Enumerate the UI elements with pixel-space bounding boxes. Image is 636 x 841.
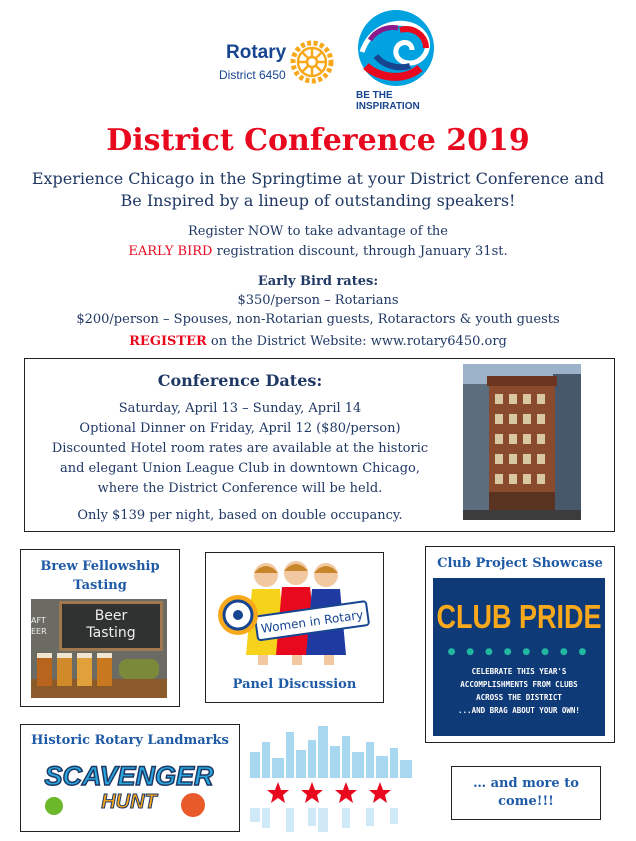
intro-text	[0, 168, 636, 212]
be-the-inspiration-logo	[356, 8, 436, 112]
club-body-line1: CELEBRATE THIS YEAR'S	[471, 667, 567, 676]
page-title: District Conference 2019	[106, 123, 530, 158]
brew-title-line1: Brew Fellowship	[40, 559, 160, 574]
website-text: on the District Website: www.rotary6450.org	[206, 334, 507, 349]
kid-figure-icon-2	[45, 797, 63, 815]
historic-landmarks-tile	[20, 724, 240, 832]
more-line1: … and more to	[473, 776, 579, 791]
inspiration-swirl-icon	[356, 8, 436, 88]
brew-fellowship-tile	[20, 549, 180, 707]
register-text	[0, 222, 636, 262]
club-body-line3: ACROSS THE DISTRICT	[476, 693, 562, 702]
scavenger-word: SCAVENGER	[44, 761, 214, 791]
dots-divider: ● ● ● ● ● ● ● ●	[447, 647, 591, 657]
dates-title: Conference Dates:	[157, 371, 323, 390]
chicago-skyline-flag-icon	[248, 722, 414, 832]
register-website[interactable]	[0, 334, 636, 349]
district-label: District 6450	[219, 68, 286, 82]
beer-sign-line2: Tasting	[86, 625, 136, 641]
kid-figure-icon	[181, 793, 205, 817]
hotel-line1: Discounted Hotel room rates are available at the historic	[51, 441, 429, 456]
rotary-wordmark: Rotary	[226, 42, 287, 63]
union-league-club-photo	[463, 364, 581, 520]
tagline-line1: BE THE	[356, 90, 393, 101]
intro-line2: Be Inspired by a lineup of outstanding speakers!	[120, 191, 516, 210]
tagline-line2: INSPIRATION	[356, 101, 420, 112]
club-body-line4: ...AND BRAG ABOUT YOUR OWN!	[458, 706, 580, 715]
hotel-line2: and elegant Union League Club in downtown Chicago,	[59, 461, 421, 476]
rate-rotarians: $350/person – Rotarians	[237, 293, 399, 308]
beer-sign-line1: Beer	[94, 608, 128, 624]
club-project-showcase-tile	[425, 546, 615, 743]
dates-dinner: Optional Dinner on Friday, April 12 ($80/person)	[79, 421, 401, 436]
club-body-line2: ACCOMPLISHMENTS FROM CLUBS	[460, 680, 578, 689]
rotary-wheel-icon	[290, 40, 334, 84]
women-in-rotary-pin-icon	[214, 559, 374, 669]
hotel-price: Only $139 per night, based on double occupancy.	[77, 508, 403, 523]
women-in-rotary-banner: Women in Rotary	[260, 607, 365, 636]
register-label: REGISTER	[129, 334, 207, 349]
more-line2: come!!!	[498, 794, 554, 809]
craft-beer-sign: AFT EER	[31, 616, 47, 636]
brew-title-line2: Tasting	[73, 578, 127, 593]
early-bird-rates	[0, 272, 636, 329]
club-pride-poster	[433, 578, 605, 736]
rate-others: $200/person – Spouses, non-Rotarian guests, Rotaractors & youth guests	[76, 312, 560, 327]
scavenger-hunt-logo	[41, 757, 217, 823]
early-bird-label: EARLY BIRD	[128, 244, 213, 259]
beer-tasting-photo	[31, 599, 167, 698]
club-title: Club Project Showcase	[437, 556, 603, 571]
rates-heading: Early Bird rates:	[257, 274, 379, 289]
rotary-district-logo	[214, 38, 334, 86]
and-more-tile	[451, 766, 601, 820]
club-pride-headline: CLUB PRIDE	[436, 598, 602, 636]
hunt-word: HUNT	[101, 791, 157, 813]
dates-range: Saturday, April 13 – Sunday, April 14	[118, 401, 362, 416]
hotel-line3: where the District Conference will be held.	[97, 481, 383, 496]
panel-caption: Panel Discussion	[232, 677, 357, 692]
landmarks-title: Historic Rotary Landmarks	[31, 733, 229, 748]
panel-discussion-tile	[205, 552, 384, 703]
intro-line1: Experience Chicago in the Springtime at your District Conference and	[31, 169, 605, 188]
register-line1: Register NOW to take advantage of the	[187, 224, 448, 239]
conference-dates-box	[24, 358, 615, 532]
register-line2: registration discount, through January 31st.	[212, 244, 508, 259]
